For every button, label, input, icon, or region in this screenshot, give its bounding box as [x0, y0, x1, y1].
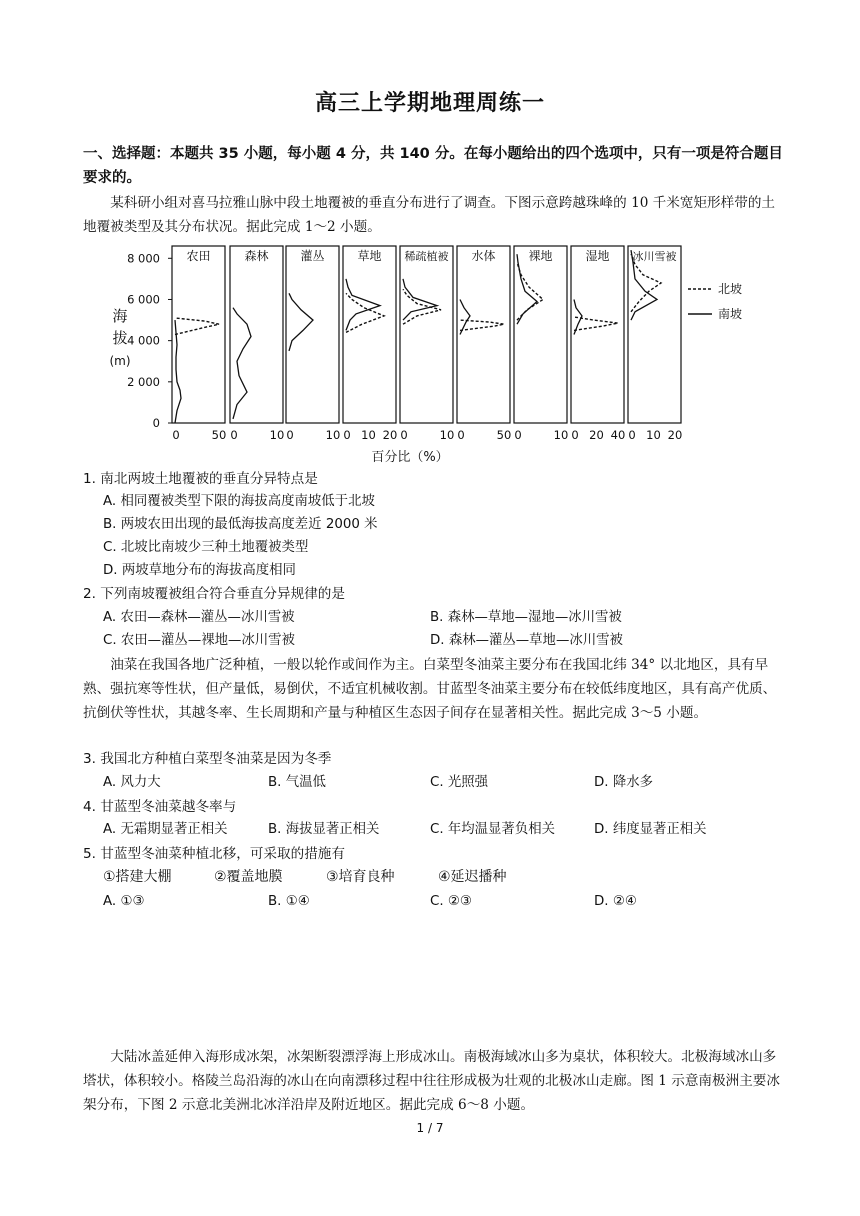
x-tick-label: 0 — [343, 428, 351, 442]
question-3-option-d: D. 降水多 — [594, 775, 653, 790]
question-5-item-4: ④延迟播种 — [438, 869, 507, 885]
question-2-option-c: C. 农田—灌丛—裸地—冰川雪被 — [103, 633, 295, 648]
question-5-option-c: C. ②③ — [430, 894, 472, 909]
x-tick-label: 10 — [361, 428, 376, 442]
y-axis-label-part: 拔 — [112, 329, 128, 347]
panel-frame-4 — [400, 246, 453, 423]
y-axis-label-part: (m) — [109, 354, 131, 368]
y-tick-label: 0 — [152, 416, 160, 430]
x-tick-label: 0 — [514, 428, 522, 442]
grassland-south-curve — [346, 279, 380, 331]
x-tick-label: 0 — [628, 428, 636, 442]
panel-frame-1 — [230, 246, 283, 423]
panel-title: 灌丛 — [300, 249, 325, 263]
x-tick-label: 10 — [325, 428, 341, 442]
x-axis-label: 百分比（%） — [371, 450, 449, 464]
x-tick-label: 0 — [230, 428, 238, 442]
panel-frame-7 — [571, 246, 624, 423]
farmland-south-curve — [175, 320, 181, 423]
y-axis-label-part: 海 — [112, 307, 128, 325]
y-tick-label: 2 000 — [127, 374, 160, 389]
question-2-stem: 2. 下列南坡覆被组合符合垂直分异规律的是 — [83, 586, 345, 602]
panel-title: 农田 — [186, 249, 211, 263]
x-tick-label: 10 — [439, 428, 455, 442]
panel-title: 湿地 — [585, 249, 610, 263]
x-tick-label: 0 — [400, 428, 408, 442]
question-1-option-c: C. 北坡比南坡少三种土地覆被类型 — [103, 540, 309, 555]
passage-2: 油菜在我国各地广泛种植，一般以轮作或间作为主。白菜型冬油菜主要分布在我国北纬 34° 以北地区，具有早熟、强抗寒等性状，但产量低，易倒伏，不适宜机械收割。甘蓝型冬油菜主要分布在较低纬度地区，具有高产优质、抗倒伏等性状，其越冬率、生长周期和产量与种植区生态因子间存在显著相关性。据此完成 3～5 小题。 — [83, 657, 777, 721]
x-tick-label: 50 — [496, 428, 512, 442]
panel-title: 冰川雪被 — [632, 250, 677, 263]
panel-title: 稀疏植被 — [404, 250, 449, 263]
x-tick-label: 20 — [667, 428, 683, 442]
panel-title: 裸地 — [528, 249, 553, 263]
farmland-north-curve — [175, 318, 219, 335]
x-tick-label: 10 — [646, 428, 661, 442]
panel-frame-2 — [286, 246, 339, 423]
panel-title: 草地 — [357, 249, 382, 263]
question-3-option-a: A. 风力大 — [103, 775, 161, 790]
y-tick-label: 6 000 — [127, 292, 160, 307]
question-5-item-2: ②覆盖地膜 — [214, 869, 283, 885]
question-5-option-a: A. ①③ — [103, 894, 145, 909]
question-5-option-b: B. ①④ — [268, 894, 310, 909]
panel-frame-3 — [343, 246, 396, 423]
bare-south-curve — [517, 254, 537, 324]
question-4-option-c: C. 年均温显著负相关 — [430, 822, 555, 837]
passage-1: 某科研小组对喜马拉雅山脉中段土地覆被的垂直分布进行了调查。下图示意跨越珠峰的 10 千米宽矩形样带的土地覆被类型及其分布状况。据此完成 1～2 小题。 — [83, 195, 776, 235]
panel-title: 森林 — [244, 249, 269, 263]
question-5-option-d: D. ②④ — [594, 894, 637, 909]
x-tick-label: 20 — [589, 428, 604, 442]
panel-frame-8 — [628, 246, 681, 423]
question-5-item-1: ①搭建大棚 — [103, 869, 172, 885]
page-number: 1 / 7 — [416, 1121, 444, 1135]
x-tick-label: 40 — [610, 428, 626, 442]
question-2-option-a: A. 农田—森林—灌丛—冰川雪被 — [103, 610, 295, 625]
panel-frame-5 — [457, 246, 510, 423]
question-1-option-a: A. 相同覆被类型下限的海拔高度南坡低于北坡 — [103, 494, 375, 509]
legend-label: 南坡 — [718, 307, 743, 321]
question-2-option-b: B. 森林—草地—湿地—冰川雪被 — [430, 610, 622, 625]
x-tick-label: 50 — [211, 428, 227, 442]
panel-frame-0 — [172, 246, 225, 423]
panel-title: 水体 — [471, 249, 496, 263]
page-title: 高三上学期地理周练一 — [314, 91, 545, 116]
y-tick-label: 8 000 — [127, 251, 160, 266]
x-tick-label: 0 — [457, 428, 465, 442]
sparse-south-curve — [403, 279, 437, 320]
question-3-option-b: B. 气温低 — [268, 775, 326, 790]
question-5-stem: 5. 甘蓝型冬油菜种植北移，可采取的措施有 — [83, 846, 345, 862]
x-tick-label: 10 — [553, 428, 569, 442]
question-1-stem: 1. 南北两坡土地覆被的垂直分异特点是 — [83, 471, 318, 487]
question-3-option-c: C. 光照强 — [430, 775, 489, 790]
x-tick-label: 10 — [269, 428, 285, 442]
section-heading: 一、选择题：本题共 35 小题，每小题 4 分，共 140 分。在每小题给出的四个选项中，只有一项是符合题目要求的。 — [83, 146, 783, 186]
grassland-north-curve — [346, 293, 384, 332]
question-4-stem: 4. 甘蓝型冬油菜越冬率与 — [83, 799, 237, 815]
question-4-option-d: D. 纬度显著正相关 — [594, 822, 707, 837]
x-tick-label: 20 — [382, 428, 398, 442]
sparse-north-curve — [403, 289, 441, 324]
passage-3: 大陆冰盖延伸入海形成冰架，冰架断裂漂浮海上形成冰山。南极海域冰山多为桌状，体积较大。北极海域冰山多塔状，体积较小。格陵兰岛沿海的冰山在向南漂移过程中往往形成极为壮观的北极冰山走廊。图 1 示意南极洲主要冰架分布，下图 2 示意北美洲北冰洋沿岸及附近地区。据此完成 6～8 小题。 — [83, 1049, 780, 1113]
question-2-option-d: D. 森林—灌丛—草地—冰川雪被 — [430, 633, 623, 648]
land-cover-figure — [90, 238, 790, 464]
question-4-option-a: A. 无霜期显著正相关 — [103, 822, 228, 837]
question-1-option-b: B. 两坡农田出现的最低海拔高度差近 2000 米 — [103, 517, 378, 532]
question-1-option-d: D. 两坡草地分布的海拔高度相同 — [103, 563, 296, 578]
question-5-item-3: ③培育良种 — [326, 869, 395, 885]
x-tick-label: 0 — [286, 428, 294, 442]
legend-label: 北坡 — [718, 282, 743, 296]
forest-south-curve — [233, 308, 251, 419]
shrub-south-curve — [289, 293, 313, 351]
question-4-option-b: B. 海拔显著正相关 — [268, 822, 380, 837]
y-tick-label: 4 000 — [127, 333, 160, 348]
x-tick-label: 0 — [172, 428, 180, 442]
bare-north-curve — [517, 262, 543, 320]
question-3-stem: 3. 我国北方种植白菜型冬油菜是因为冬季 — [83, 751, 332, 767]
x-tick-label: 0 — [571, 428, 579, 442]
panel-frame-6 — [514, 246, 567, 423]
